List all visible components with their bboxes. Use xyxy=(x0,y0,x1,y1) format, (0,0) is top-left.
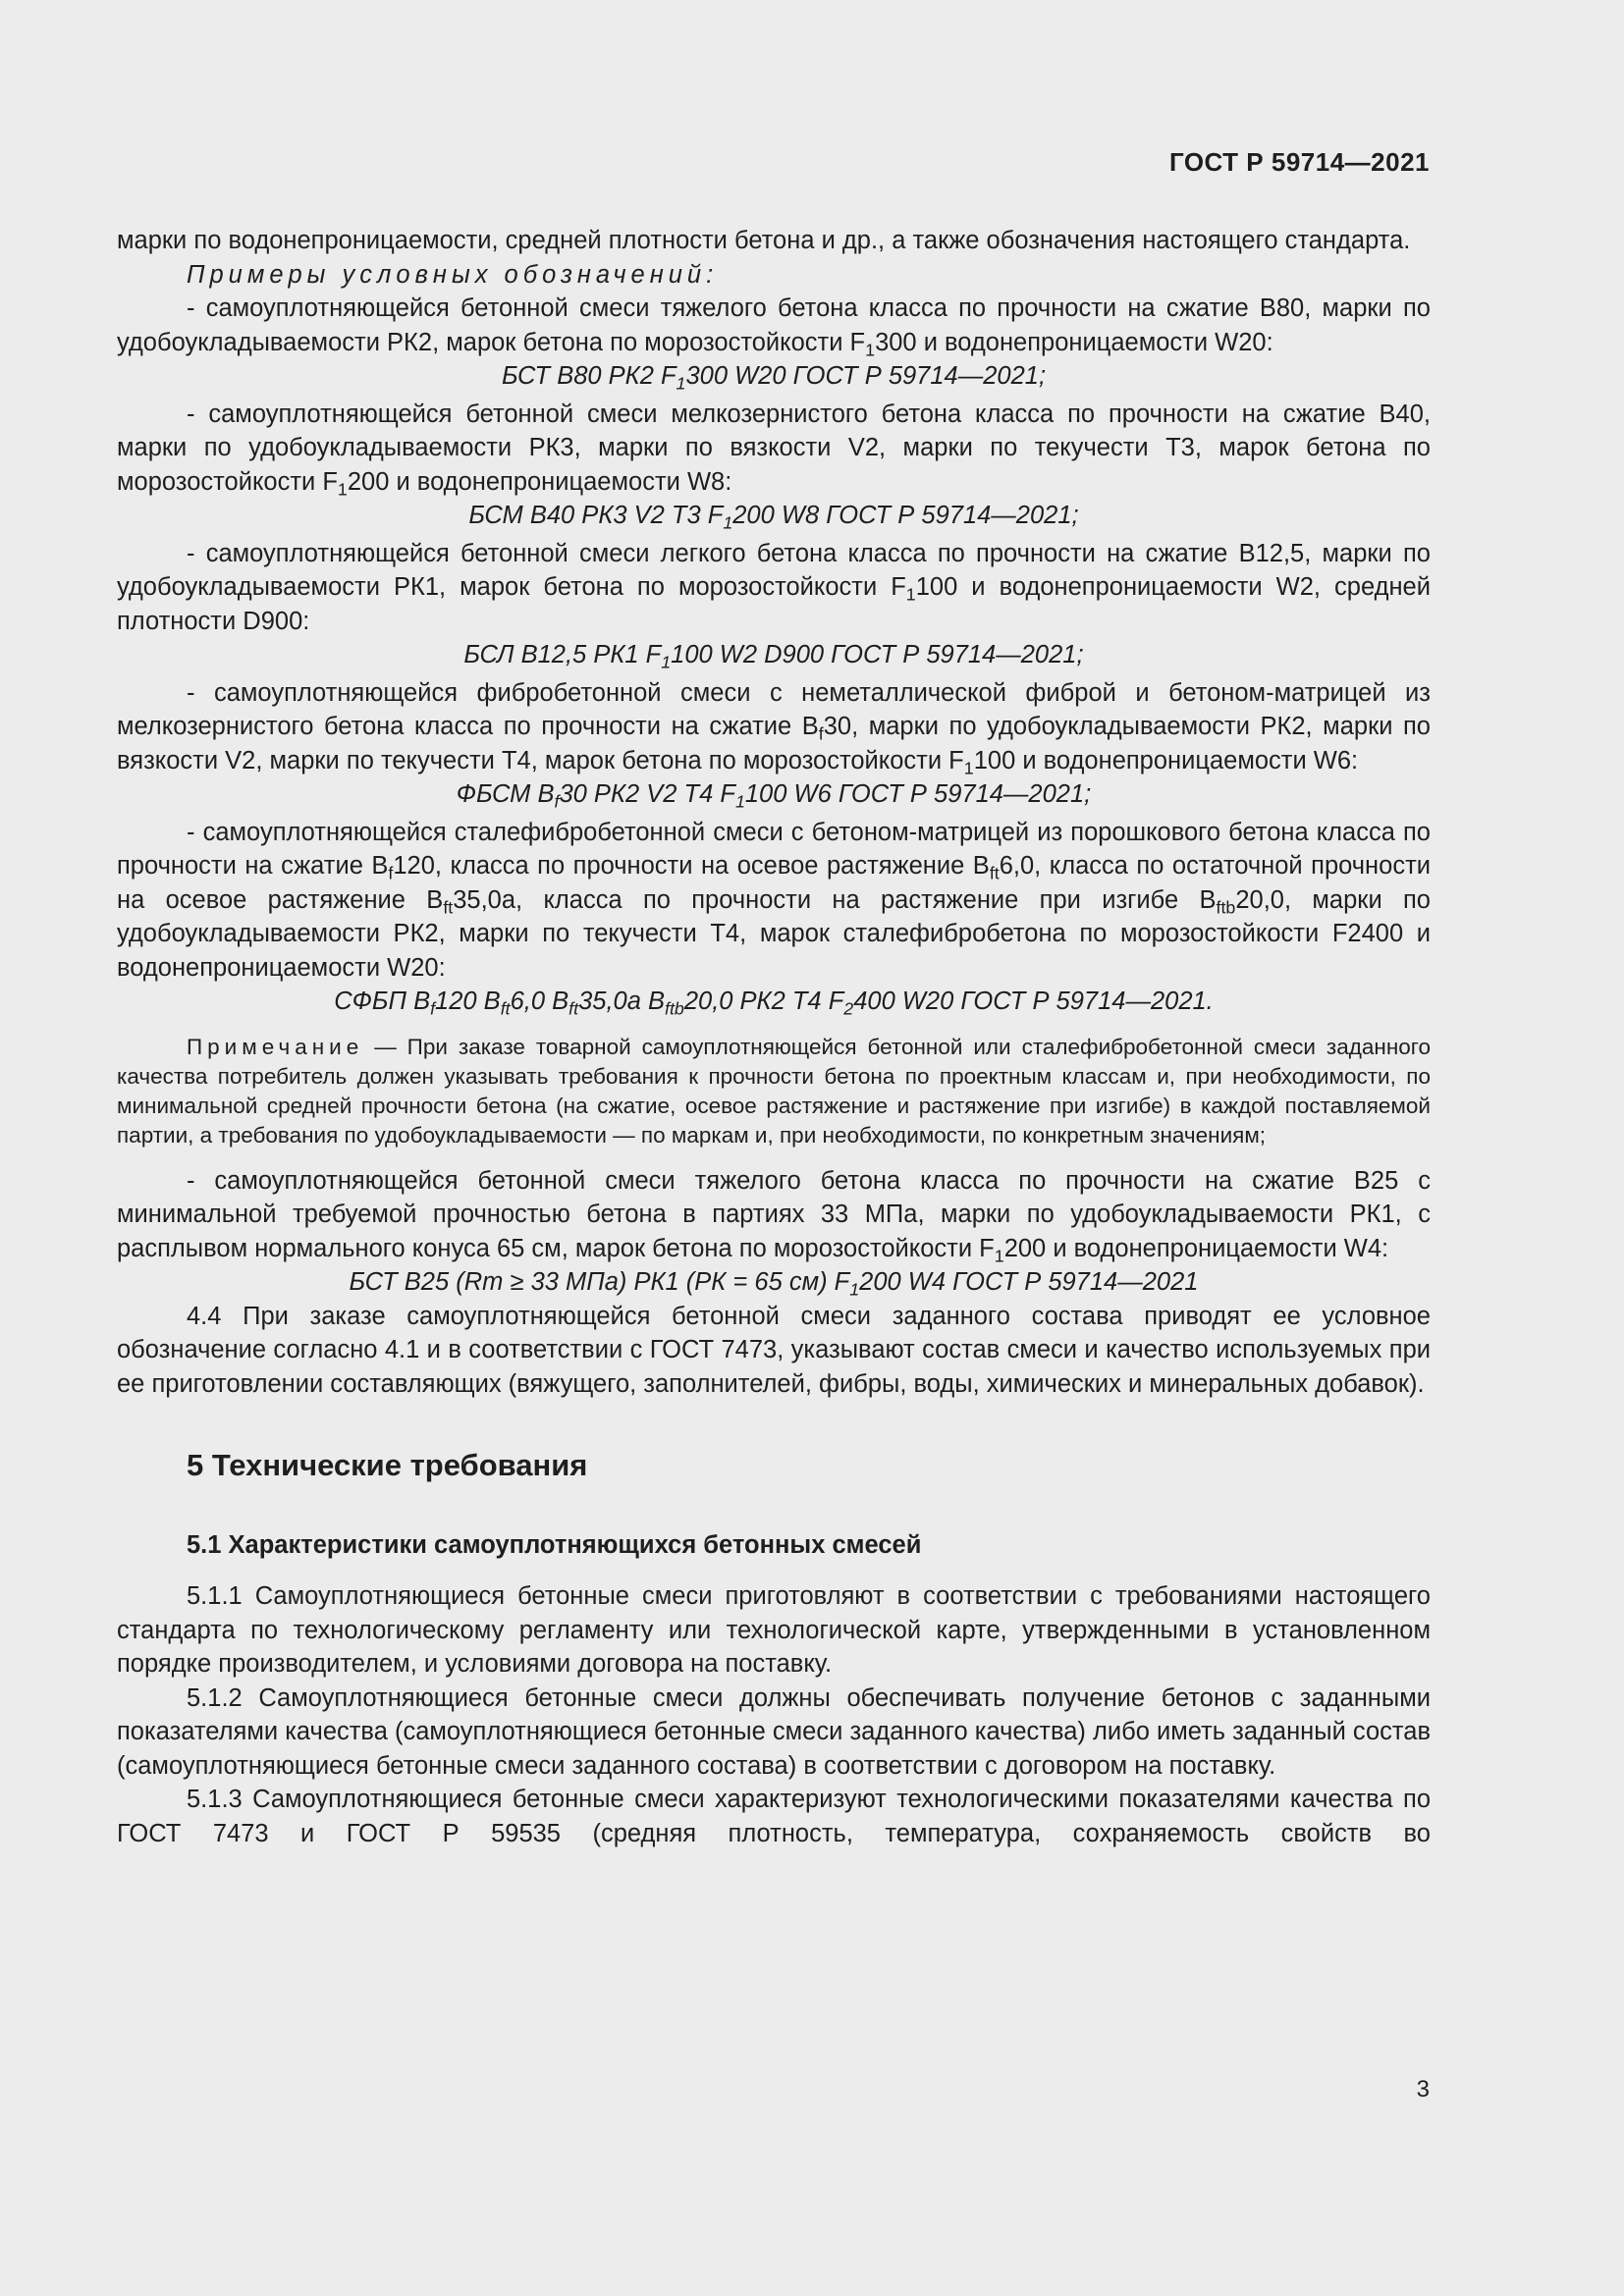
ex3-formula-a: БСЛ В12,5 РК1 F xyxy=(463,641,662,668)
ex3-formula-b: 100 W2 D900 ГОСТ Р 59714—2021; xyxy=(671,641,1084,668)
note-text: — При заказе товарной самоуплотняющейся бетонной или сталефибробетонной смеси заданного качества потребитель должен указывать требования к прочности бетона по проектным классам и, при необходимости, по минимальной средней прочности бетона (на сжатие, осевое растяжение и растяжение при изгибе) в каждой поставляемой партии, а требования по удобоукладываемости — по маркам и, при необходимости, по конкретным значениям; xyxy=(117,1034,1431,1148)
ex5-formula-sub3: ft xyxy=(568,998,579,1019)
ex5-formula-f: 400 W20 ГОСТ Р 59714—2021. xyxy=(853,988,1214,1015)
ex4-formula-sub1: f xyxy=(554,791,560,812)
ex5-part-c: 6,0, класса по остаточной прочности на осевое растяжение В xyxy=(117,852,1431,914)
section-5-heading: 5 Технические требования xyxy=(187,1448,588,1482)
ex1-formula-b: 300 W20 ГОСТ Р 59714—2021; xyxy=(685,362,1047,390)
ex2-formula-a: БСМ В40 РК3 V2 Т3 F xyxy=(468,502,724,529)
example-6-formula xyxy=(117,1265,1431,1300)
ex3-sub: 1 xyxy=(905,584,916,605)
ex6-formula-b: 200 W4 ГОСТ Р 59714—2021 xyxy=(859,1268,1199,1296)
note-paragraph xyxy=(117,1033,1431,1150)
ex5-sub4: ftb xyxy=(1216,896,1236,917)
note-label: Примечание xyxy=(187,1034,364,1059)
ex5-formula-a: СФБП В xyxy=(334,988,431,1015)
ex5-formula-sub2: ft xyxy=(500,998,511,1019)
example-1-formula xyxy=(117,359,1431,394)
ex4-part-a: - самоуплотняющейся фибробетонной смеси с неметаллической фиброй и бетоном-матрицей из мелкозернистого бетона класса по прочности на сжатие В xyxy=(117,678,1431,740)
ex1-formula-a: БСТ В80 РК2 F xyxy=(501,362,677,390)
example-2-text xyxy=(117,398,1431,500)
paragraph-4-4: 4.4 При заказе самоуплотняющейся бетонной смеси заданного состава приводят ее условное обозначение согласно 4.1 и в соответствии с ГОСТ 7473, указывают состав смеси и качество используемых при ее приготовлении составляющих (вяжущего, заполнителей, фибры, воды, химических и минеральных добавок). xyxy=(117,1302,1431,1398)
ex5-formula-d: 35,0а В xyxy=(578,988,665,1015)
ex5-part-b: 120, класса по прочности на осевое растяжение В xyxy=(393,852,990,880)
paragraph-5-1-3: 5.1.3 Самоуплотняющиеся бетонные смеси характеризуют технологическими показателями качества по ГОСТ 7473 и ГОСТ Р 59535 (средняя плотность, температура, сохраняемость свойств во xyxy=(117,1786,1431,1847)
ex5-formula-sub5: 2 xyxy=(843,998,854,1019)
ex4-formula-b: 30 РК2 V2 Т4 F xyxy=(559,780,735,808)
page-content xyxy=(117,224,1431,1850)
ex5-sub3: ft xyxy=(443,896,454,917)
examples-title xyxy=(117,258,1431,293)
example-5-text xyxy=(117,816,1431,986)
paragraph-5-1-2: 5.1.2 Самоуплотняющиеся бетонные смеси должны обеспечивать получение бетонов с заданными показателями качества (самоуплотняющиеся бетонные смеси заданного качества) либо иметь заданный состав (самоуплотняющиеся бетонные смеси заданного состава) в соответствии с договором на поставку. xyxy=(117,1683,1431,1780)
document-id: ГОСТ Р 59714—2021 xyxy=(1168,147,1430,177)
ex5-part-e: 20,0, марки по удобоукладываемости РК2, марки по текучести Т4, марок сталефибробетона по морозостойкости F2400 и водонепроницаемости W20: xyxy=(117,885,1431,982)
example-5-formula xyxy=(117,985,1431,1019)
ex3-part-a: - самоуплотняющейся бетонной смеси легкого бетона класса по прочности на сжатие В12,5, марки по удобоукладываемости РК1, марок бетона по морозостойкости F xyxy=(117,539,1431,601)
ex2-part-a: - самоуплотняющейся бетонной смеси мелкозернистого бетона класса по прочности на сжатие В40, марки по удобоукладываемости РК3, марки по вязкости V2, марки по текучести Т3, марок бетона по морозостойкости F xyxy=(117,400,1431,496)
paragraph-5-1-1: 5.1.1 Самоуплотняющиеся бетонные смеси приготовляют в соответствии с требованиями настоящего стандарта по технологическому регламенту или технологической карте, утвержденными в установленном порядке производителем, и условиями договора на поставку. xyxy=(117,1582,1431,1678)
example-4-formula xyxy=(117,777,1431,812)
ex5-formula-b: 120 В xyxy=(435,988,501,1015)
ex6-formula-a: БСТ В25 (Rт ≥ 33 МПа) РК1 (РК = 65 см) F xyxy=(349,1268,850,1296)
example-6-text xyxy=(117,1164,1431,1266)
ex2-part-b: 200 и водонепроницаемости W8: xyxy=(347,467,732,496)
ex5-sub2: ft xyxy=(989,863,1000,883)
ex4-sub2: 1 xyxy=(963,757,974,777)
ex6-part-a: - самоуплотняющейся бетонной смеси тяжелого бетона класса по прочности на сжатие В25 с минимальной требуемой прочностью бетона в партиях 33 МПа, марки по удобоукладываемости РК1, с расплывом нормального конуса 65 см, марок бетона по морозостойкости F xyxy=(117,1166,1431,1262)
examples-title-text: Примеры условных обозначений: xyxy=(187,260,719,289)
ex2-formula-b: 200 W8 ГОСТ Р 59714—2021; xyxy=(732,502,1079,529)
ex1-part-a: - самоуплотняющейся бетонной смеси тяжелого бетона класса по прочности на сжатие В80, марки по удобоукладываемости РК2, марок бетона по морозостойкости F xyxy=(117,294,1431,356)
ex5-formula-sub1: f xyxy=(430,998,436,1019)
section-5-1-heading: 5.1 Характеристики самоуплотняющихся бетонных смесей xyxy=(187,1531,922,1559)
example-4-text xyxy=(117,676,1431,778)
ex6-part-b: 200 и водонепроницаемости W4: xyxy=(1003,1234,1389,1262)
example-3-formula xyxy=(117,638,1431,672)
example-3-text xyxy=(117,537,1431,639)
ex5-formula-c: 6,0 В xyxy=(510,988,569,1015)
ex2-formula-sub: 1 xyxy=(723,512,733,533)
ex6-formula-sub: 1 xyxy=(849,1279,860,1300)
ex4-formula-a: ФБСМ В xyxy=(456,780,555,808)
ex5-formula-e: 20,0 РК2 Т4 F xyxy=(683,988,844,1015)
ex1-part-b: 300 и водонепроницаемости W20: xyxy=(875,328,1273,356)
ex4-part-c: 100 и водонепроницаемости W6: xyxy=(973,746,1359,774)
page-number: 3 xyxy=(1416,2076,1430,2103)
example-2-formula xyxy=(117,499,1431,533)
ex3-part-b: 100 и водонепроницаемости W2, средней плотности D900: xyxy=(117,573,1431,635)
ex5-part-a: - самоуплотняющейся сталефибробетонной смеси с бетоном-матрицей из порошкового бетона класса по прочности на сжатие В xyxy=(117,818,1431,880)
ex3-formula-sub: 1 xyxy=(661,652,672,672)
intro-paragraph: марки по водонепроницаемости, средней плотности бетона и др., а также обозначения настоящего стандарта. xyxy=(117,227,1411,254)
ex1-sub: 1 xyxy=(865,339,876,359)
ex4-formula-c: 100 W6 ГОСТ Р 59714—2021; xyxy=(744,780,1092,808)
example-1-text xyxy=(117,292,1431,359)
ex5-formula-sub4: ftb xyxy=(664,998,684,1019)
ex4-sub1: f xyxy=(818,723,824,744)
ex2-sub: 1 xyxy=(337,478,348,499)
ex4-formula-sub2: 1 xyxy=(734,791,745,812)
ex5-part-d: 35,0а, класса по прочности на растяжение при изгибе В xyxy=(453,885,1217,914)
ex5-sub1: f xyxy=(388,863,394,883)
ex4-part-b: 30, марки по удобоукладываемости РК2, марки по вязкости V2, марки по текучести Т4, марок бетона по морозостойкости F xyxy=(117,713,1431,774)
ex6-sub: 1 xyxy=(994,1245,1004,1265)
ex1-formula-sub: 1 xyxy=(676,373,686,394)
